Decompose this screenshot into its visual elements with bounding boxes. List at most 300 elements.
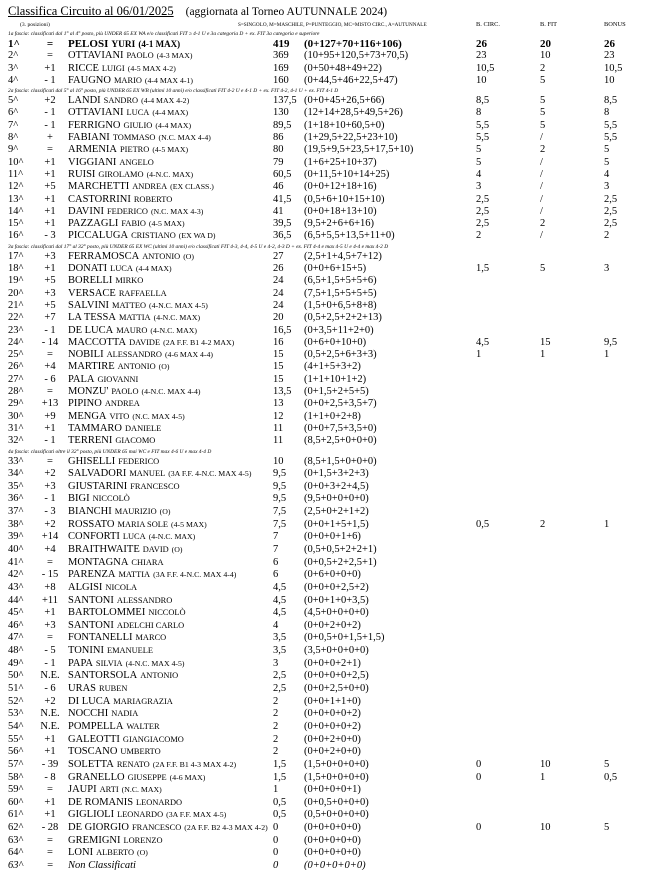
bonus-cell: 9,5: [604, 336, 618, 348]
player-name-cell: [68, 468, 271, 481]
change-cell: +3: [44, 287, 56, 299]
bonus-fit-cell: /: [540, 132, 543, 144]
change-cell: - 6: [44, 683, 56, 695]
page-subtitle: (aggiornata al Torneo AUTUNNALE 2024): [185, 6, 388, 18]
change-cell: =: [47, 632, 53, 644]
table-row: [0, 506, 656, 519]
rank-cell: 27^: [8, 373, 24, 385]
page-title: Classifica Circuito al 06/01/2025: [8, 4, 174, 18]
rank-cell: 40^: [8, 543, 24, 555]
rank-cell: 55^: [8, 733, 24, 745]
table-row: [0, 157, 656, 169]
change-cell: +7: [44, 312, 56, 324]
player-first-name: GIROLAMO: [98, 169, 144, 179]
table-row: [0, 63, 656, 75]
change-cell: - 3: [44, 230, 56, 242]
player-name-cell: [68, 325, 271, 337]
player-first-name: ANTONIO: [142, 251, 181, 261]
points-detail-cell: (0+0,5+0+0+0): [304, 796, 369, 808]
table-row: [0, 493, 656, 506]
player-name-cell: [68, 809, 271, 822]
points-detail-cell: (0+0+2+0+0): [304, 746, 361, 758]
rank-cell: 56^: [8, 746, 24, 758]
table-row: [0, 632, 656, 645]
table-row: [0, 481, 656, 494]
rank-cell: 16^: [8, 230, 24, 242]
change-cell: +3: [44, 480, 56, 492]
player-category-note: (4-N.C. MAX): [150, 325, 197, 335]
table-row: [0, 696, 656, 709]
rank-cell: 58^: [8, 771, 24, 783]
points-cell: 130: [273, 107, 289, 119]
bonus-cell: 4: [604, 168, 610, 180]
player-name-cell: [68, 582, 271, 595]
change-cell: +1: [44, 809, 56, 821]
bonus-cell: 8,5: [604, 95, 618, 107]
change-cell: +1: [44, 193, 56, 205]
points-cell: 27: [273, 250, 284, 262]
change-cell: +1: [44, 168, 56, 180]
bonus-fit-cell: 5: [540, 74, 546, 86]
points-cell: 11: [273, 422, 284, 434]
rank-cell: 2^: [8, 50, 19, 62]
points-detail-cell: (9,5+2+6+6+16): [304, 218, 375, 230]
table-row: [0, 398, 656, 410]
points-detail-cell: (0,5+0,5+2+2+1): [304, 543, 377, 555]
change-cell: - 1: [44, 493, 56, 505]
player-surname: ALGISI: [68, 581, 103, 593]
rank-cell: 33^: [8, 455, 24, 467]
player-name-cell: [68, 569, 271, 582]
rank-cell: 36^: [8, 493, 24, 505]
change-cell: =: [47, 386, 53, 398]
ranking-section: [0, 87, 656, 243]
points-detail-cell: (0+0,5+2+2,5+1): [304, 556, 377, 568]
bonus-circuit-cell: 3: [476, 181, 482, 193]
bonus-fit-cell: /: [540, 193, 543, 205]
table-row: [0, 456, 656, 469]
table-row: [0, 721, 656, 734]
player-surname: MARCHETTI: [68, 181, 130, 193]
table-row: [0, 288, 656, 300]
player-first-name: NICCOLÒ: [148, 608, 186, 618]
bonus-circuit-cell: 8: [476, 107, 482, 119]
bonus-fit-cell: 5: [540, 107, 546, 119]
table-row: [0, 374, 656, 386]
points-detail-cell: (10+95+120,5+73+70,5): [304, 50, 409, 62]
rank-cell: 60^: [8, 796, 24, 808]
rank-cell: 46^: [8, 619, 24, 631]
player-surname: GRANELLO: [68, 771, 125, 783]
ranking-section: [0, 243, 656, 448]
points-cell: 4,5: [273, 581, 287, 593]
player-category-note: (2A F.F. B1 4-2 MAX): [163, 337, 235, 347]
bonus-cell: 5: [604, 156, 610, 168]
points-detail-cell: (1+29,5+22,5+23+10): [304, 132, 398, 144]
rank-cell: 52^: [8, 695, 24, 707]
table-row: [0, 835, 656, 848]
rank-cell: 41^: [8, 556, 24, 568]
player-first-name: UMBERTO: [120, 747, 161, 757]
points-detail-cell: (0+0+1+1+0): [304, 695, 361, 707]
bonus-cell: 5,5: [604, 119, 618, 131]
player-first-name: ALESSANDRO: [116, 595, 173, 605]
rank-cell: 1^: [8, 38, 20, 50]
points-detail-cell: (0+0+0+0+0): [304, 847, 361, 859]
points-cell: 7,5: [273, 506, 287, 518]
player-name-cell: [68, 435, 271, 447]
player-category-note: (4-1 MAX): [138, 39, 181, 49]
column-header-b-fit: B. FIT: [540, 21, 558, 28]
player-category-note: (O): [137, 848, 148, 858]
table-row: [0, 349, 656, 361]
player-category-note: (3A F.F. MAX 4-5): [166, 810, 227, 820]
points-detail-cell: (0+11,5+10+14+25): [304, 168, 390, 180]
points-detail-cell: (0+0+12+18+16): [304, 181, 377, 193]
table-row: [0, 531, 656, 544]
player-surname: BORELLI: [68, 275, 113, 287]
player-surname: MONZU': [68, 386, 109, 398]
player-first-name: GIACOMO: [115, 436, 156, 446]
player-name-cell: [68, 38, 271, 51]
player-surname: SANTONI: [68, 619, 114, 631]
points-detail-cell: (0+0+0+2,5+2): [304, 581, 369, 593]
player-name-cell: [68, 759, 271, 772]
player-name-cell: [68, 374, 271, 386]
points-detail-cell: (8,5+2,5+0+0+0): [304, 435, 377, 447]
table-row: [0, 569, 656, 582]
rank-cell: 37^: [8, 506, 24, 518]
bonus-circuit-cell: 10,5: [476, 62, 495, 74]
player-name-cell: [68, 300, 271, 312]
section-header: 1a fascia: classificati dal 1° al 4° posto, più UNDER 65 EX WA e/o classificati FIT ≥ 4-1 U e 3a categoria D + ex. FIT 3a categoria e superiore: [8, 31, 320, 37]
player-first-name: SILVIA: [95, 658, 123, 668]
player-first-name: GIULIO: [123, 120, 153, 130]
bonus-fit-cell: 10: [540, 50, 551, 62]
player-first-name: LUIGI: [101, 63, 125, 73]
change-cell: +2: [44, 518, 56, 530]
player-first-name: MAURO: [116, 325, 148, 335]
change-cell: +11: [41, 594, 59, 606]
section-header: 2a fascia: classificati dal 5° al 16° posto, più UNDER 65 EX WB (ultimi 10 anni) e/o classificati FIT 4-2 U e 4-1 D + ex. FIT 4-2, 4-1 U + ex. FIT 4-1 D: [8, 88, 339, 95]
player-name-cell: [68, 361, 271, 373]
points-cell: 80: [273, 144, 284, 156]
player-name-cell: [68, 835, 271, 848]
change-cell: +4: [44, 543, 56, 555]
player-surname: VERSACE: [68, 287, 116, 299]
bonus-circuit-cell: 8,5: [476, 95, 490, 107]
points-detail-cell: (0+1,5+3+2+3): [304, 468, 369, 480]
change-cell: +5: [44, 299, 56, 311]
bonus-cell: 23: [604, 50, 615, 62]
points-cell: 4: [273, 619, 279, 631]
rank-cell: 64^: [8, 847, 24, 859]
rank-cell: 10^: [8, 156, 24, 168]
table-row: [0, 860, 656, 870]
change-cell: +3: [44, 250, 56, 262]
table-row: [0, 206, 656, 218]
rank-cell: 61^: [8, 809, 24, 821]
rank-cell: 43^: [8, 581, 24, 593]
change-cell: =: [47, 834, 53, 846]
rank-cell: 17^: [8, 250, 24, 262]
bonus-circuit-cell: 2,5: [476, 205, 490, 217]
player-surname: OTTAVIANI: [68, 107, 124, 119]
points-detail-cell: (6,5+5,5+13,5+11+0): [304, 230, 395, 242]
table-row: [0, 132, 656, 144]
player-surname: MACCOTTA: [68, 336, 127, 348]
table-row: [0, 337, 656, 349]
player-surname: OTTAVIANI: [68, 50, 124, 62]
player-first-name: MARIA SOLE: [117, 519, 168, 529]
player-surname: TOSCANO: [68, 746, 118, 758]
bonus-cell: 5: [604, 822, 610, 834]
rank-cell: 59^: [8, 784, 24, 796]
player-first-name: SANDRO: [103, 96, 139, 106]
player-name-cell: [68, 557, 271, 570]
points-cell: 60,5: [273, 168, 292, 180]
player-surname: GIGLIOLI: [68, 809, 115, 821]
player-name-cell: [68, 746, 271, 759]
points-cell: 3,5: [273, 632, 287, 644]
bonus-fit-cell: /: [540, 181, 543, 193]
rank-cell: 23^: [8, 324, 24, 336]
player-surname: FERRIGNO: [68, 119, 121, 131]
player-category-note: (2A F.F. B1 4-3 MAX 4-2): [152, 759, 237, 769]
rank-cell: 28^: [8, 386, 24, 398]
player-name-cell: [68, 822, 271, 835]
rank-cell: 21^: [8, 299, 24, 311]
player-name-cell: [68, 157, 271, 169]
points-detail-cell: (2,5+1+4,5+7+12): [304, 250, 382, 262]
player-first-name: FRANCESCO: [131, 823, 182, 833]
points-cell: 16: [273, 336, 284, 348]
player-surname: FERRAMOSCA: [68, 250, 140, 262]
rank-cell: 22^: [8, 312, 24, 324]
rank-cell: 62^: [8, 822, 24, 834]
player-name-cell: [68, 734, 271, 747]
player-name-cell: [68, 398, 271, 410]
table-row: [0, 300, 656, 312]
rank-cell: 47^: [8, 632, 24, 644]
bonus-fit-cell: 2: [540, 62, 546, 74]
points-detail-cell: (0+0+2,5+0+0): [304, 683, 369, 695]
rank-cell: 44^: [8, 594, 24, 606]
player-first-name: GIANGIACOMO: [122, 734, 184, 744]
bonus-fit-cell: 2: [540, 518, 546, 530]
bonus-circuit-cell: 2: [476, 230, 482, 242]
player-surname: PICCALUGA: [68, 230, 129, 242]
rank-cell: 54^: [8, 720, 24, 732]
points-detail-cell: (12+14+28,5+49,5+26): [304, 107, 403, 119]
change-cell: +1: [44, 62, 56, 74]
change-cell: - 6: [44, 373, 56, 385]
player-name-cell: [68, 75, 271, 87]
bonus-circuit-cell: 5: [476, 144, 482, 156]
table-row: [0, 361, 656, 373]
player-first-name: GIUSEPPE: [127, 772, 167, 782]
points-cell: 7,5: [273, 518, 287, 530]
player-first-name: NADIA: [111, 709, 139, 719]
bonus-fit-cell: 10: [540, 822, 551, 834]
table-row: [0, 325, 656, 337]
table-row: [0, 809, 656, 822]
player-first-name: PAOLO: [126, 51, 154, 61]
table-row: [0, 169, 656, 181]
rank-cell: 5^: [8, 95, 19, 107]
player-category-note: (4-N.C. MAX 4-4): [141, 387, 201, 397]
table-row: [0, 746, 656, 759]
points-cell: 24: [273, 287, 284, 299]
points-detail-cell: (0+0+18+13+10): [304, 205, 377, 217]
player-name-cell: [68, 708, 271, 721]
change-cell: +1: [44, 746, 56, 758]
points-detail-cell: (0+0,5+0+1,5+1,5): [304, 632, 385, 644]
column-header-b-circ: B. CIRC.: [476, 21, 500, 28]
player-surname: FABIANI: [68, 132, 110, 144]
points-detail-cell: (3,5+0+0+0+0): [304, 645, 369, 657]
points-cell: 39,5: [273, 218, 292, 230]
points-cell: 160: [273, 74, 289, 86]
points-detail-cell: (0+3,5+11+2+0): [304, 324, 374, 336]
player-first-name: FEDERICO: [118, 456, 160, 466]
player-first-name: MANUEL: [129, 469, 166, 479]
points-cell: 2: [273, 708, 279, 720]
player-first-name: WALTER: [126, 721, 160, 731]
player-first-name: EMANUELE: [106, 646, 154, 656]
player-surname: RICCE: [68, 62, 99, 74]
change-cell: - 14: [41, 336, 59, 348]
table-row: [0, 645, 656, 658]
points-cell: 46: [273, 181, 284, 193]
player-first-name: LUCA: [122, 532, 146, 542]
player-first-name: FRANCESCO: [130, 481, 180, 491]
table-row: [0, 784, 656, 797]
change-cell: =: [47, 455, 53, 467]
bonus-cell: 10,5: [604, 62, 623, 74]
player-name-cell: [68, 860, 271, 870]
points-detail-cell: (1+6+25+10+37): [304, 156, 377, 168]
rank-cell: 63^: [8, 860, 23, 870]
points-cell: 12: [273, 410, 284, 422]
legend-text: S=SINGOLO, M=MASCHILE, P=PUNTEGGIO, MC=MISTO CIRC., A=AUTUNNALE: [238, 22, 427, 28]
points-detail-cell: (1+1+10+1+2): [304, 373, 367, 385]
player-surname: VIGGIANI: [68, 156, 117, 168]
player-first-name: VITO: [109, 411, 130, 421]
table-row: [0, 772, 656, 785]
player-surname: MENGA: [68, 410, 107, 422]
points-cell: 15: [273, 373, 284, 385]
rank-cell: 19^: [8, 275, 24, 287]
table-row: [0, 50, 656, 62]
bonus-cell: 26: [604, 38, 615, 50]
bonus-fit-cell: 20: [540, 38, 551, 50]
points-cell: 41: [273, 205, 284, 217]
player-category-note: (4-N.C. MAX 4-5): [149, 300, 208, 310]
change-cell: - 1: [44, 657, 56, 669]
player-name-cell: [68, 386, 271, 398]
bonus-circuit-cell: 2,5: [476, 193, 490, 205]
points-detail-cell: (0+0+1+0+3,5): [304, 594, 369, 606]
bonus-fit-cell: /: [540, 205, 543, 217]
points-cell: 0,5: [273, 809, 287, 821]
rank-cell: 9^: [8, 144, 19, 156]
rank-cell: 39^: [8, 531, 24, 543]
player-category-note: (N.C. MAX): [121, 785, 162, 795]
points-cell: 89,5: [273, 119, 292, 131]
player-surname: NOCCHI: [68, 708, 109, 720]
points-detail-cell: (0+0+2,5+3,5+7): [304, 398, 377, 410]
change-cell: +: [47, 132, 53, 144]
player-name-cell: [68, 63, 271, 75]
change-cell: +2: [44, 468, 56, 480]
points-cell: 24: [273, 299, 284, 311]
rank-cell: 25^: [8, 349, 24, 361]
player-surname: TAMMARO: [68, 422, 122, 434]
bonus-cell: 10: [604, 74, 615, 86]
change-cell: N.E.: [40, 708, 60, 720]
bonus-cell: 1: [604, 518, 610, 530]
table-row: [0, 708, 656, 721]
player-surname: SALVINI: [68, 299, 110, 311]
points-cell: 0: [273, 822, 279, 834]
table-row: [0, 411, 656, 423]
bonus-cell: 5,5: [604, 132, 618, 144]
table-row: [0, 519, 656, 532]
points-detail-cell: (1,5+0+6,5+8+8): [304, 299, 377, 311]
points-cell: 169: [273, 62, 289, 74]
change-cell: =: [47, 50, 53, 62]
rank-cell: 12^: [8, 181, 24, 193]
change-cell: +1: [44, 263, 56, 275]
player-surname: ROSSATO: [68, 518, 115, 530]
player-surname: CONFORTI: [68, 531, 120, 543]
bonus-fit-cell: 2: [540, 218, 546, 230]
player-name-cell: [68, 218, 271, 230]
points-detail-cell: (0+50+48+49+22): [304, 62, 382, 74]
player-name-cell: [68, 95, 271, 107]
player-surname: DI LUCA: [68, 695, 111, 707]
bonus-fit-cell: 10: [540, 758, 551, 770]
points-detail-cell: (0+0+0+1+6): [304, 531, 361, 543]
points-cell: 36,5: [273, 230, 292, 242]
points-cell: 4,5: [273, 607, 287, 619]
player-first-name: DAVID: [142, 544, 169, 554]
player-name-cell: [68, 275, 271, 287]
player-surname: SALVADORI: [68, 468, 127, 480]
player-surname: LONI: [68, 847, 94, 859]
points-detail-cell: (1,5+0+0+0+0): [304, 771, 369, 783]
points-detail-cell: (0+127+70+116+106): [304, 38, 402, 50]
player-first-name: PIETRO: [120, 145, 150, 155]
change-cell: +14: [41, 531, 59, 543]
player-surname: JAUPI: [68, 784, 97, 796]
change-cell: - 39: [41, 758, 59, 770]
player-surname: FONTANELLI: [68, 632, 133, 644]
bonus-circuit-cell: 5,5: [476, 119, 490, 131]
player-category-note: (EX WA D): [178, 231, 216, 241]
points-cell: 2: [273, 733, 279, 745]
change-cell: N.E.: [40, 720, 60, 732]
points-detail-cell: (7,5+1,5+5+5+5): [304, 287, 377, 299]
points-detail-cell: (0+0+0+0+2): [304, 720, 361, 732]
player-category-note: (O): [171, 544, 183, 554]
player-category-note: (4-5 MAX): [171, 519, 207, 529]
bonus-fit-cell: 2: [540, 144, 546, 156]
player-surname: DE GIORGIO: [68, 822, 129, 834]
player-surname: URAS: [68, 683, 97, 695]
points-detail-cell: (19,5+9,5+23,5+17,5+10): [304, 144, 414, 156]
